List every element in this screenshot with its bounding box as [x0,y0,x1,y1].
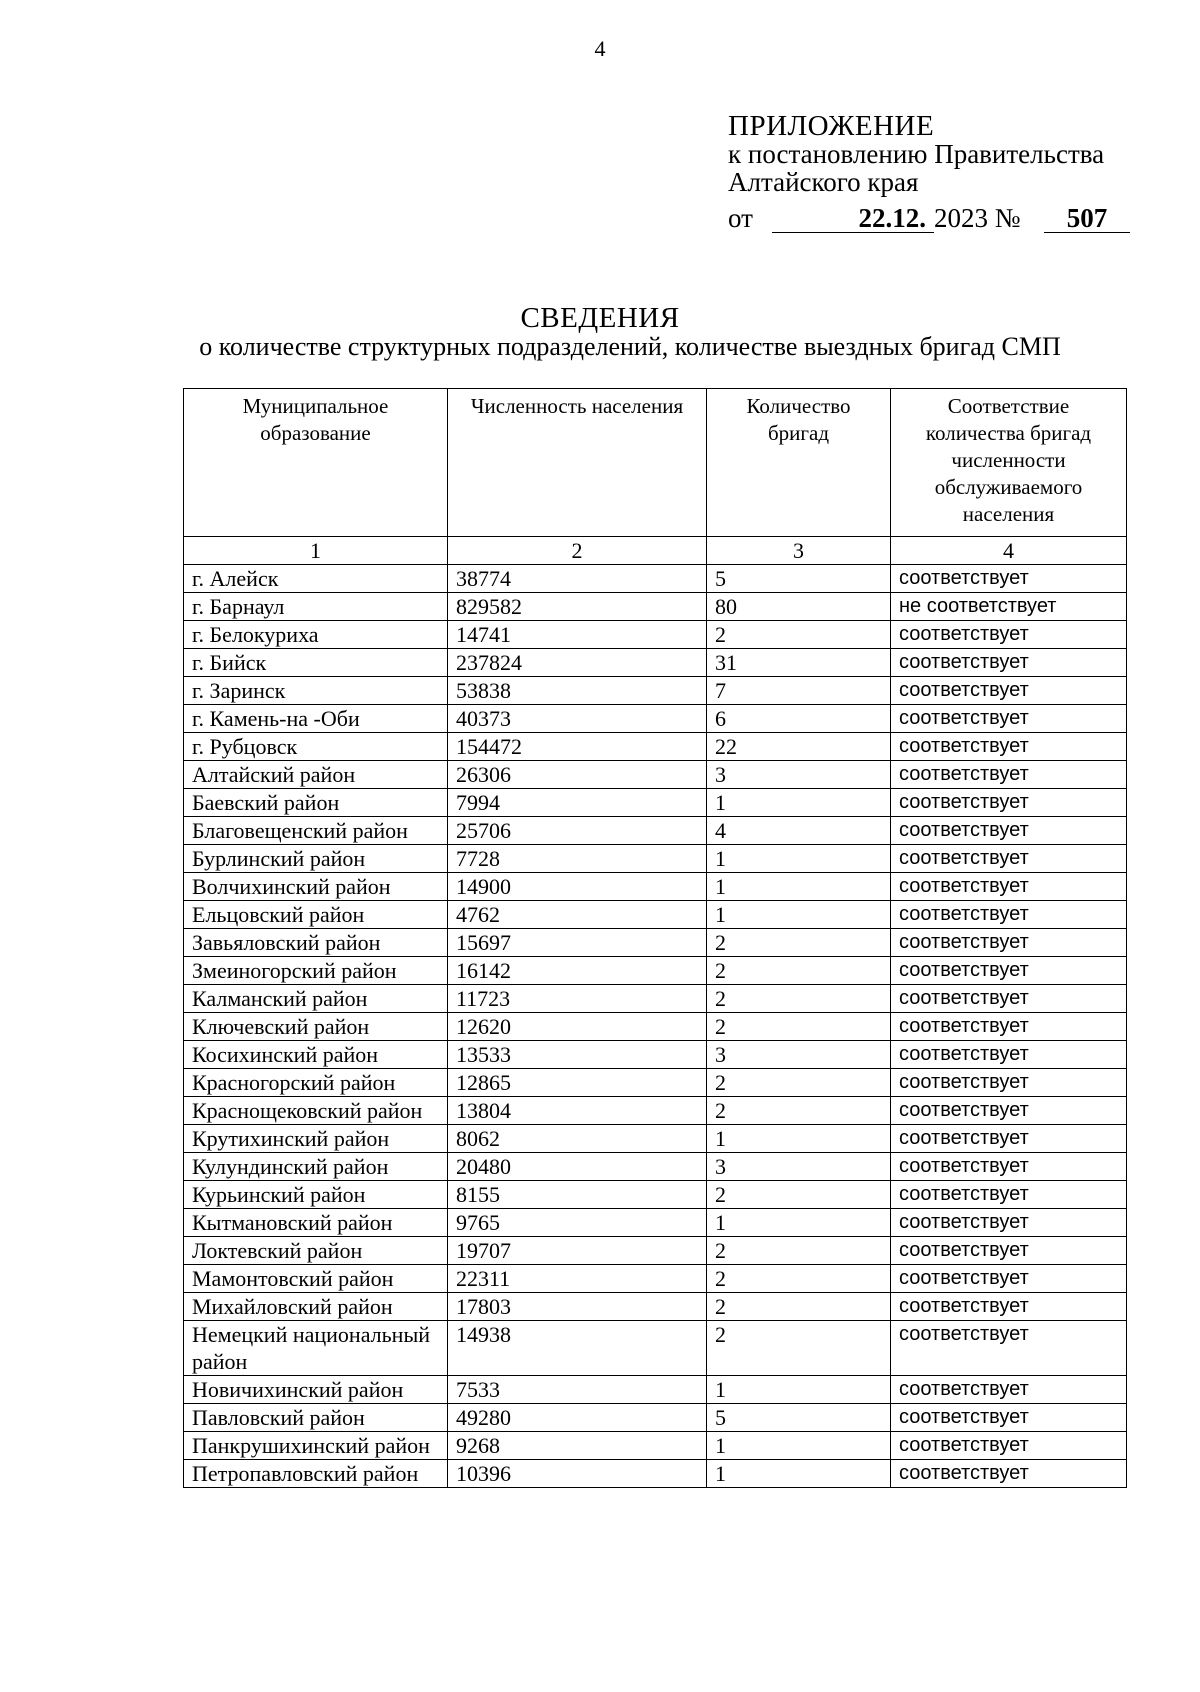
appendix-heading: ПРИЛОЖЕНИЕ [728,110,935,142]
brigades-cell: 2 [707,1069,891,1097]
brigades-cell: 5 [707,1404,891,1432]
municipality-cell: г. Белокуриха [184,621,448,649]
table-row [184,845,1127,873]
municipality-cell: Ключевский район [184,1013,448,1041]
brigades-cell: 3 [707,761,891,789]
table-row [184,733,1127,761]
population-cell: 22311 [448,1265,707,1293]
appendix-line-2: Алтайского края [728,167,919,197]
brigades-cell: 2 [707,1097,891,1125]
table-row [184,621,1127,649]
municipality-cell: Кулундинский район [184,1153,448,1181]
column-number: 3 [707,537,891,565]
header-compliance: Соответствие количества бригад численности обслуживаемого населения [891,389,1127,537]
column-number: 2 [448,537,707,565]
brigades-cell: 1 [707,845,891,873]
table-row [184,1293,1127,1321]
municipality-cell: Мамонтовский район [184,1265,448,1293]
decree-prefix: от [728,203,753,233]
table-row [184,985,1127,1013]
table-row [184,1265,1127,1293]
compliance-cell: соответствует [891,1013,1127,1041]
compliance-cell: соответствует [891,1209,1127,1237]
municipality-cell: Калманский район [184,985,448,1013]
brigades-cell: 5 [707,565,891,593]
header-municipality: Муниципальное образование [184,389,448,537]
brigades-cell: 4 [707,817,891,845]
municipality-cell: Красногорский район [184,1069,448,1097]
population-cell: 11723 [448,985,707,1013]
brigades-cell: 1 [707,873,891,901]
table-row [184,1321,1127,1376]
population-cell: 13533 [448,1041,707,1069]
municipality-cell: г. Заринск [184,677,448,705]
municipality-cell: Алтайский район [184,761,448,789]
compliance-cell: соответствует [891,565,1127,593]
brigades-cell: 2 [707,1293,891,1321]
population-cell: 7728 [448,845,707,873]
municipality-cell: Баевский район [184,789,448,817]
brigades-cell: 1 [707,789,891,817]
table-row [184,677,1127,705]
population-cell: 9765 [448,1209,707,1237]
decree-year: 2023 № [934,203,1021,233]
brigades-table [183,388,1127,1488]
municipality-cell: Крутихинский район [184,1125,448,1153]
compliance-cell: соответствует [891,677,1127,705]
table-body [184,565,1127,1488]
brigades-cell: 1 [707,901,891,929]
appendix-block [728,110,1108,236]
compliance-cell: соответствует [891,1321,1127,1376]
compliance-cell: соответствует [891,1181,1127,1209]
compliance-cell: соответствует [891,901,1127,929]
compliance-cell: соответствует [891,929,1127,957]
table-row [184,1041,1127,1069]
population-cell: 237824 [448,649,707,677]
compliance-cell: соответствует [891,761,1127,789]
compliance-cell: соответствует [891,1097,1127,1125]
table-row [184,789,1127,817]
compliance-cell: соответствует [891,649,1127,677]
table-row [184,1097,1127,1125]
brigades-cell: 2 [707,957,891,985]
table-row [184,565,1127,593]
brigades-cell: 2 [707,929,891,957]
table-row [184,1013,1127,1041]
population-cell: 14741 [448,621,707,649]
brigades-cell: 2 [707,1321,891,1376]
table-row [184,1153,1127,1181]
brigades-cell: 80 [707,593,891,621]
table-row [184,957,1127,985]
compliance-cell: не соответствует [891,593,1127,621]
table-row [184,1069,1127,1097]
municipality-cell: г. Барнаул [184,593,448,621]
compliance-cell: соответствует [891,1069,1127,1097]
table-row [184,705,1127,733]
municipality-cell: г. Камень-на -Оби [184,705,448,733]
table-row [184,901,1127,929]
population-cell: 17803 [448,1293,707,1321]
brigades-cell: 2 [707,1013,891,1041]
population-cell: 9268 [448,1432,707,1460]
table-row [184,1209,1127,1237]
compliance-cell: соответствует [891,817,1127,845]
brigades-cell: 3 [707,1153,891,1181]
population-cell: 19707 [448,1237,707,1265]
municipality-cell: Курьинский район [184,1181,448,1209]
document-title: СВЕДЕНИЯ [520,302,680,334]
population-cell: 8062 [448,1125,707,1153]
population-cell: 4762 [448,901,707,929]
column-number: 4 [891,537,1127,565]
compliance-cell: соответствует [891,1376,1127,1404]
population-cell: 53838 [448,677,707,705]
compliance-cell: соответствует [891,621,1127,649]
population-cell: 8155 [448,1181,707,1209]
brigades-cell: 1 [707,1209,891,1237]
brigades-cell: 1 [707,1432,891,1460]
municipality-cell: Панкрушихинский район [184,1432,448,1460]
municipality-cell: Змеиногорский район [184,957,448,985]
compliance-cell: соответствует [891,789,1127,817]
population-cell: 16142 [448,957,707,985]
table-row [184,761,1127,789]
table-row [184,593,1127,621]
compliance-cell: соответствует [891,1432,1127,1460]
population-cell: 13804 [448,1097,707,1125]
compliance-cell: соответствует [891,985,1127,1013]
header-brigades: Количество бригад [707,389,891,537]
municipality-cell: г. Алейск [184,565,448,593]
compliance-cell: соответствует [891,845,1127,873]
decree-line [728,203,1108,236]
compliance-cell: соответствует [891,1237,1127,1265]
compliance-cell: соответствует [891,957,1127,985]
table-row [184,929,1127,957]
municipality-cell: Бурлинский район [184,845,448,873]
municipality-cell: Благовещенский район [184,817,448,845]
population-cell: 14900 [448,873,707,901]
municipality-cell: Петропавловский район [184,1460,448,1488]
population-cell: 829582 [448,593,707,621]
decree-date: 22.12. [772,204,934,233]
municipality-cell: Волчихинский район [184,873,448,901]
brigades-cell: 31 [707,649,891,677]
table-row [184,1432,1127,1460]
document-subtitle: о количестве структурных подразделений, количестве выездных бригад СМП [199,332,1061,361]
brigades-cell: 2 [707,1237,891,1265]
municipality-cell: Новичихинский район [184,1376,448,1404]
population-cell: 15697 [448,929,707,957]
population-cell: 25706 [448,817,707,845]
municipality-cell: Завьяловский район [184,929,448,957]
municipality-cell: г. Рубцовск [184,733,448,761]
municipality-cell: Локтевский район [184,1237,448,1265]
table-row [184,649,1127,677]
municipality-cell: Немецкий национальный район [184,1321,448,1376]
header-population: Численность населения [448,389,707,537]
municipality-cell: г. Бийск [184,649,448,677]
decree-number: 507 [1044,204,1130,233]
table-row [184,1125,1127,1153]
population-cell: 154472 [448,733,707,761]
municipality-cell: Ельцовский район [184,901,448,929]
brigades-cell: 1 [707,1125,891,1153]
compliance-cell: соответствует [891,1125,1127,1153]
table-row [184,1460,1127,1488]
table-header-row [184,389,1127,537]
compliance-cell: соответствует [891,873,1127,901]
compliance-cell: соответствует [891,1265,1127,1293]
brigades-cell: 6 [707,705,891,733]
population-cell: 40373 [448,705,707,733]
brigades-cell: 2 [707,1181,891,1209]
column-number-row [184,537,1127,565]
brigades-cell: 3 [707,1041,891,1069]
compliance-cell: соответствует [891,1460,1127,1488]
population-cell: 7994 [448,789,707,817]
appendix-line-1: к постановлению Правительства [728,139,1105,169]
compliance-cell: соответствует [891,1041,1127,1069]
municipality-cell: Краснощековский район [184,1097,448,1125]
population-cell: 12620 [448,1013,707,1041]
population-cell: 12865 [448,1069,707,1097]
municipality-cell: Косихинский район [184,1041,448,1069]
compliance-cell: соответствует [891,1404,1127,1432]
compliance-cell: соответствует [891,733,1127,761]
table-row [184,1376,1127,1404]
population-cell: 38774 [448,565,707,593]
brigades-cell: 2 [707,1265,891,1293]
table-row [184,1181,1127,1209]
population-cell: 7533 [448,1376,707,1404]
table-row [184,1237,1127,1265]
table-row [184,1404,1127,1432]
population-cell: 49280 [448,1404,707,1432]
table-row [184,873,1127,901]
brigades-cell: 22 [707,733,891,761]
compliance-cell: соответствует [891,1293,1127,1321]
brigades-cell: 2 [707,985,891,1013]
municipality-cell: Михайловский район [184,1293,448,1321]
compliance-cell: соответствует [891,1153,1127,1181]
brigades-cell: 2 [707,621,891,649]
page-number: 4 [594,36,606,61]
brigades-cell: 1 [707,1376,891,1404]
population-cell: 26306 [448,761,707,789]
table-row [184,817,1127,845]
compliance-cell: соответствует [891,705,1127,733]
brigades-cell: 1 [707,1460,891,1488]
municipality-cell: Павловский район [184,1404,448,1432]
municipality-cell: Кытмановский район [184,1209,448,1237]
column-number: 1 [184,537,448,565]
population-cell: 20480 [448,1153,707,1181]
population-cell: 14938 [448,1321,707,1376]
brigades-cell: 7 [707,677,891,705]
population-cell: 10396 [448,1460,707,1488]
